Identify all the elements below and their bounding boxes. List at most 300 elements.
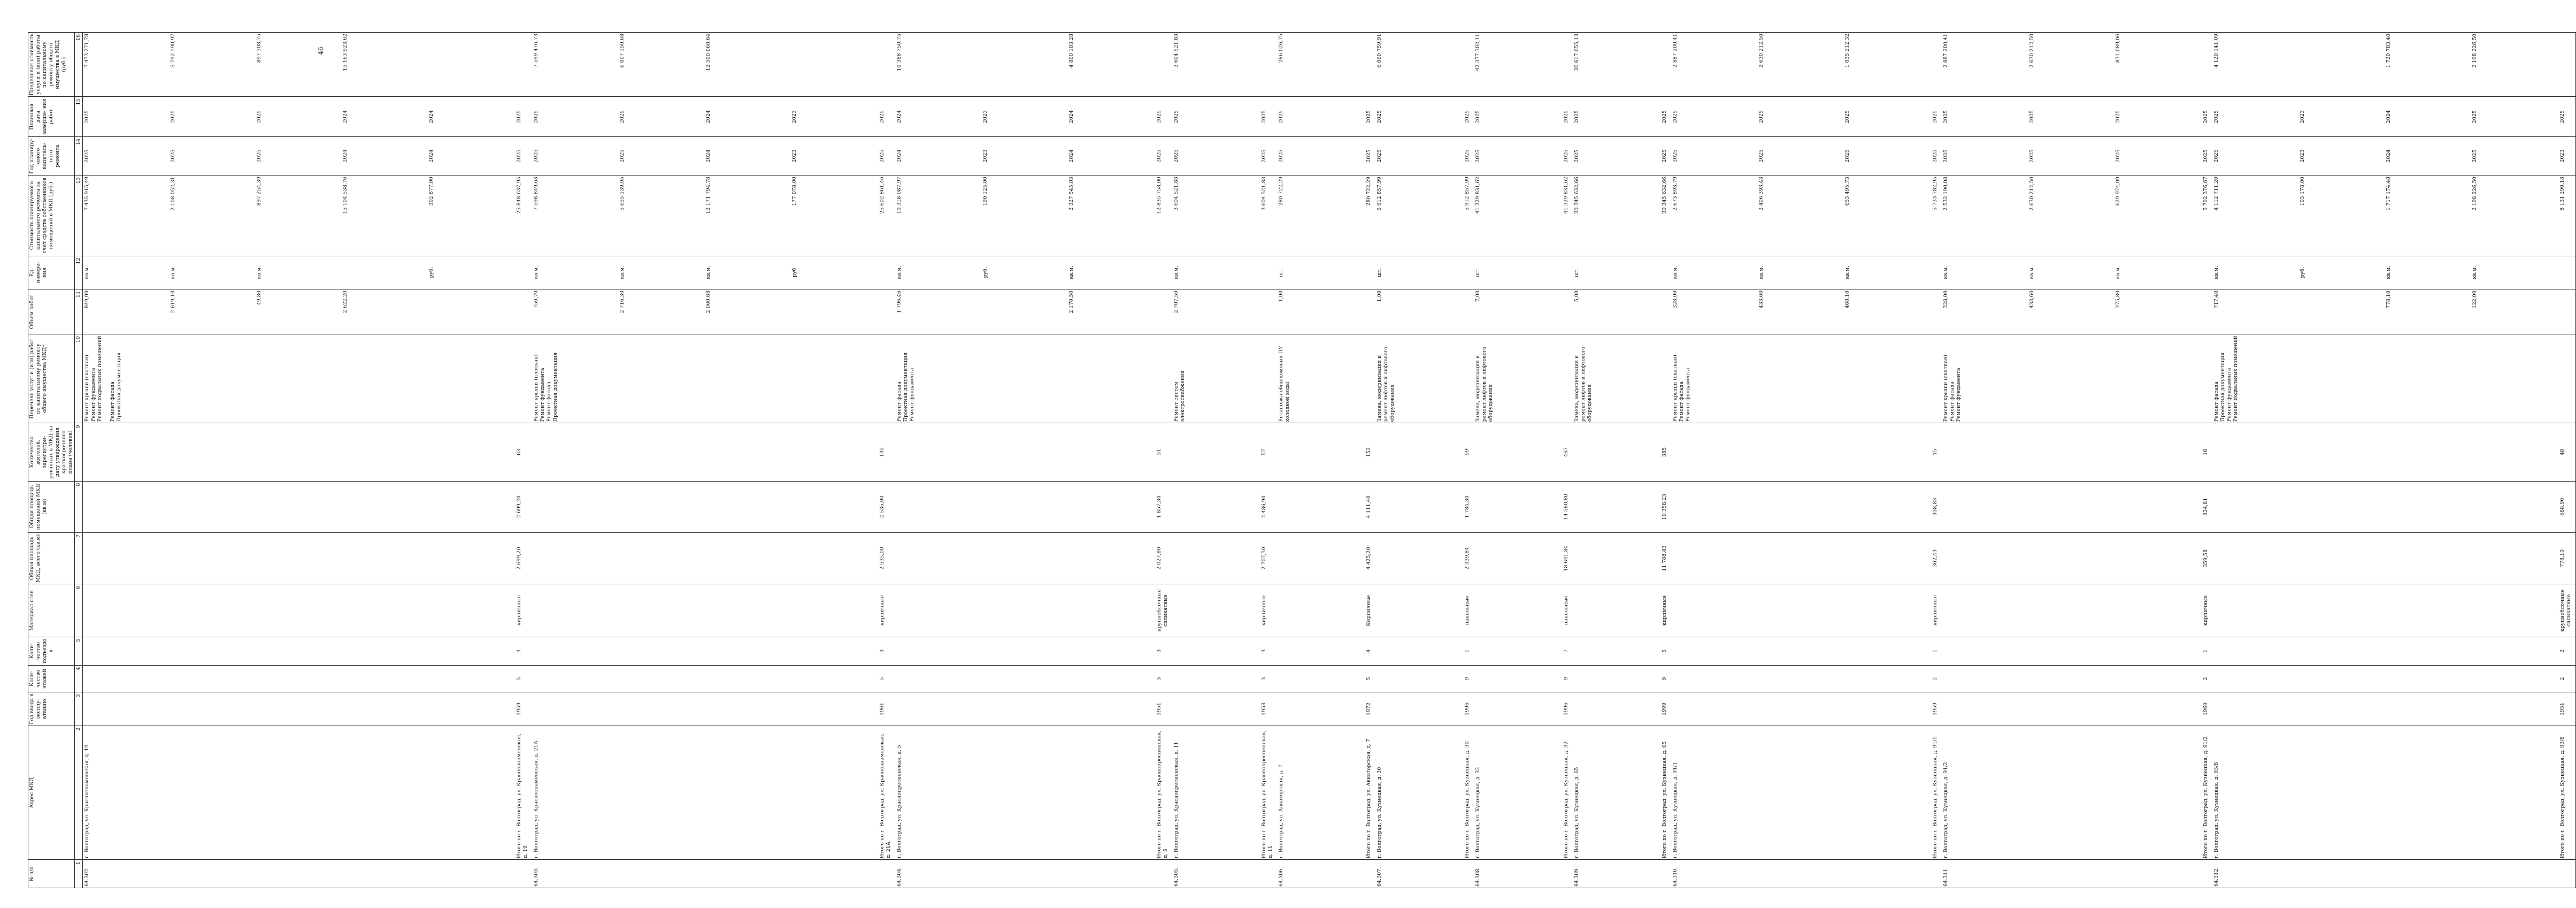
wall-material-cell: панельные: [1463, 584, 1474, 637]
cell-line: 25 602 861,46: [879, 177, 886, 214]
cell-line: 717,40: [2213, 291, 2219, 309]
cell-line: 2025: [170, 110, 176, 124]
column-number-cell: 11: [75, 289, 83, 334]
repair-cost-cell: [1474, 176, 1561, 256]
cost-limit-cell: [2201, 33, 2212, 97]
wall-material-cell: кирпичные: [1931, 584, 1942, 637]
cell-line: 2025: [84, 149, 90, 163]
year-built-cell: 1959: [514, 692, 532, 726]
unit-cell: [1463, 256, 1474, 289]
unit-cell: [532, 256, 878, 289]
work-volume-cell: [2212, 289, 2558, 334]
repair-cost-cell: [2201, 176, 2212, 256]
cell-line: 2025: [1563, 149, 1569, 163]
cell-line: 2025: [516, 110, 522, 124]
floors-cell: [1573, 665, 1660, 692]
entrances-cell: [532, 637, 878, 665]
residents-cell: [1573, 423, 1660, 481]
cost-limit-cell: [514, 33, 532, 97]
cell-line: Ремонт фасада: [110, 381, 116, 422]
header-cell: Адрес МКД: [28, 726, 75, 859]
row-number-cell: [2558, 860, 2576, 888]
cell-line: 2024: [1068, 110, 1075, 124]
premises-area-cell: 2 535,00: [878, 481, 895, 532]
work-volume-cell: [2558, 289, 2576, 334]
cell-line: [428, 291, 514, 333]
cell-line: 2025: [2213, 110, 2219, 124]
cell-line: Ремонт фундамента: [1955, 368, 1962, 422]
work-list-cell: [2212, 334, 2558, 423]
residents-cell: 15: [1931, 423, 1942, 481]
floors-cell: 9: [1463, 665, 1474, 692]
residents-cell: 48: [2558, 423, 2576, 481]
header-cell: Перечень услуг и (или) работ по капитальному ремонту общего имущества МКД*: [28, 334, 75, 423]
total-area-cell: [1474, 532, 1561, 584]
entrances-cell: 3: [1155, 637, 1172, 665]
cell-line: 12 171 794,78: [705, 177, 712, 214]
item-row: [83, 33, 515, 888]
year-built-cell: 1951: [2558, 692, 2576, 726]
cell-line: 2025: [1173, 149, 1180, 163]
cell-line: 2024: [705, 110, 712, 124]
cell-line: Ремонт крыши (скатная): [84, 355, 90, 422]
planned-year-cell: [1573, 136, 1660, 175]
total-area-cell: [1375, 532, 1463, 584]
cell-line: 2 198 226,50: [2471, 177, 2478, 211]
total-area-cell: 2 707,50: [1259, 532, 1277, 584]
entrances-cell: [1942, 637, 2201, 665]
premises-area-cell: 2 486,90: [1259, 481, 1277, 532]
repair-plan-table: [28, 32, 2576, 888]
cost-limit-cell: [1172, 33, 1259, 97]
cell-line: 2025: [1366, 149, 1372, 163]
cell-line: 2024: [2385, 110, 2392, 124]
cell-line: 2 707,50: [1173, 291, 1180, 314]
repair-cost-cell: [532, 176, 878, 256]
cost-limit-cell: [1931, 33, 1942, 97]
work-volume-cell: [1474, 289, 1561, 334]
planned-date-cell: [1364, 97, 1375, 137]
cell-line: Ремонт фасада: [1678, 381, 1685, 422]
work-volume-cell: [2201, 289, 2212, 334]
wall-material-cell: кирпичные: [1259, 584, 1277, 637]
premises-area-cell: [1671, 481, 1931, 532]
cell-line: 1,00: [1278, 291, 1285, 302]
cell-line: 2025: [1156, 149, 1163, 163]
cell-line: 1 717 174,48: [2385, 177, 2392, 211]
row-number-cell: [2201, 860, 2212, 888]
planned-date-cell: [1671, 97, 1931, 137]
work-list-cell: [1277, 334, 1364, 423]
unit-cell: [2212, 256, 2558, 289]
planned-date-cell: [1155, 97, 1172, 137]
planned-year-cell: [1671, 136, 1931, 175]
wall-material-cell: панельные: [1562, 584, 1573, 637]
item-row: [1573, 33, 1660, 888]
residents-cell: [1375, 423, 1463, 481]
work-volume-cell: [1931, 289, 1942, 334]
cell-line: шт.: [1278, 268, 1285, 277]
premises-area-cell: [895, 481, 1155, 532]
unit-cell: [1172, 256, 1259, 289]
cell-line: 2025: [1278, 149, 1285, 163]
address-cell: Итого по г. Волгоград, ул. Кузнецкая, д. 93/8: [2558, 726, 2576, 859]
total-area-cell: [1942, 532, 2201, 584]
cell-line: 30 345 632,66: [1573, 177, 1580, 214]
cell-line: руб: [791, 268, 798, 278]
planned-year-cell: [1277, 136, 1364, 175]
cell-line: 2024: [896, 110, 903, 124]
wall-material-cell: кирпичные: [2201, 584, 2212, 637]
cost-limit-cell: [1463, 33, 1474, 97]
cell-line: 280 722,29: [1278, 177, 1285, 206]
cell-line: Ремонт крыши (скатная): [1672, 355, 1678, 422]
year-built-cell: 1996: [1562, 692, 1573, 726]
cell-line: 2023: [2299, 149, 2305, 163]
cell-line: 2025: [2028, 110, 2035, 124]
year-built-cell: [532, 692, 878, 726]
work-list-cell: [1942, 334, 2201, 423]
premises-area-cell: 1 857,30: [1155, 481, 1172, 532]
floors-cell: 2: [2201, 665, 2212, 692]
cell-line: 2025: [1261, 149, 1267, 163]
premises-area-cell: 338,83: [1931, 481, 1942, 532]
cell-line: 7,00: [1475, 291, 1481, 302]
residents-cell: [1671, 423, 1931, 481]
cell-line: кв.м.: [1173, 265, 1180, 279]
planned-year-cell: [1463, 136, 1474, 175]
entrances-cell: 1: [1463, 637, 1474, 665]
column-number-cell: 4: [75, 665, 83, 692]
total-area-cell: [895, 532, 1155, 584]
planned-year-cell: [1474, 136, 1561, 175]
floors-cell: [2212, 665, 2558, 692]
cell-line: кв.м.: [2028, 265, 2035, 279]
unit-cell: [2558, 256, 2576, 289]
cell-line: Ремонт крыши (скатная): [1942, 355, 1949, 422]
cell-line: 2023: [982, 149, 989, 163]
planned-year-cell: [1172, 136, 1259, 175]
cost-limit-cell: [878, 33, 895, 97]
work-list-cell: [1155, 334, 1172, 423]
cell-line: 6 007 150,68: [619, 34, 626, 68]
cell-line: 750,70: [533, 291, 540, 309]
address-cell: г. Волгоград, ул. Кузнецкая, д. 32: [1474, 726, 1561, 859]
subtotal-row: [1562, 33, 1573, 888]
total-area-cell: [1573, 532, 1660, 584]
repair-cost-cell: [1463, 176, 1474, 256]
cell-line: 41 329 831,62: [1563, 177, 1569, 214]
entrances-cell: 4: [514, 637, 532, 665]
cell-line: 2024: [2385, 149, 2392, 163]
cost-limit-cell: [532, 33, 878, 97]
work-volume-cell: [1375, 289, 1463, 334]
cell-line: 2 630 212,50: [2028, 177, 2035, 211]
cell-line: 2024: [705, 149, 712, 163]
cell-line: 2 673 893,79: [1672, 177, 1678, 211]
cell-line: 5,00: [1573, 291, 1580, 302]
item-row: [1671, 33, 1931, 888]
cell-line: 190 125,00: [982, 177, 989, 206]
total-area-cell: 359,58: [2201, 532, 2212, 584]
cell-line: 2025: [1464, 149, 1471, 163]
planned-year-cell: [1259, 136, 1277, 175]
unit-cell: [1942, 256, 2201, 289]
repair-cost-cell: [514, 176, 532, 256]
cell-line: 2025: [2471, 110, 2478, 124]
entrances-cell: [1474, 637, 1561, 665]
header-cell: Год ввода в эксплу- атацию: [28, 692, 75, 726]
work-volume-cell: [83, 289, 515, 334]
cell-line: 2025: [1278, 110, 1285, 124]
premises-area-cell: [532, 481, 878, 532]
total-area-cell: 4 425,20: [1364, 532, 1375, 584]
row-number-cell: [1562, 860, 1573, 888]
cell-line: 4 800 103,28: [1068, 34, 1075, 68]
entrances-cell: [1172, 637, 1259, 665]
item-row: [1474, 33, 1561, 888]
floors-cell: 3: [1155, 665, 1172, 692]
residents-cell: [1277, 423, 1364, 481]
cell-line: 2 887 200,41: [1672, 34, 1678, 68]
cell-line: 2 170,50: [1068, 291, 1075, 314]
work-list-cell: [1931, 334, 1942, 423]
repair-cost-cell: [1364, 176, 1375, 256]
cell-line: 122,00: [2471, 291, 2478, 309]
premises-area-cell: 334,81: [2201, 481, 2212, 532]
cell-line: 2025: [619, 110, 626, 124]
floors-cell: 2: [1931, 665, 1942, 692]
wall-material-cell: [1942, 584, 2201, 637]
cell-line: 7 435 915,49: [84, 177, 90, 211]
residents-cell: 135: [878, 423, 895, 481]
cell-line: Замена, модернизация и ремонт лифтов и лифтового оборудования: [1475, 346, 1494, 422]
address-cell: Итого по г. Волгоград, ул. Краснопресненская, д. 5: [1155, 726, 1172, 859]
subtotal-row: [1155, 33, 1172, 888]
cost-limit-cell: [2558, 33, 2576, 97]
row-number-cell: [1155, 860, 1172, 888]
unit-cell: [1474, 256, 1561, 289]
cell-line: 2025: [1672, 149, 1678, 163]
planned-year-cell: [1364, 136, 1375, 175]
residents-cell: 57: [1259, 423, 1277, 481]
address-cell: г. Волгоград, ул. Авиаторская, д. 7: [1277, 726, 1364, 859]
header-cell: № п/п: [28, 860, 75, 888]
floors-cell: 2: [2558, 665, 2576, 692]
cell-line: Замена, модернизация и ремонт лифтов и лифтового оборудования: [1573, 346, 1593, 422]
cell-line: 2023: [791, 110, 798, 124]
cell-line: [791, 291, 878, 333]
cell-line: 2025: [879, 149, 886, 163]
cell-line: 12 835 758,00: [1156, 177, 1163, 214]
floors-cell: 9: [1660, 665, 1671, 692]
cell-line: 2025: [879, 110, 886, 124]
cell-line: 2025: [84, 110, 90, 124]
cell-line: Ремонт фасада: [546, 381, 552, 422]
cell-line: 433,60: [2028, 291, 2035, 309]
cell-line: 4 112 711,20: [2213, 177, 2219, 211]
cell-line: 2025: [2114, 110, 2121, 124]
row-number-cell: 64.303.: [532, 860, 878, 888]
repair-cost-cell: [1573, 176, 1660, 256]
wall-material-cell: крупноблочные силикатные: [2558, 584, 2576, 637]
repair-cost-cell: [1942, 176, 2201, 256]
cell-line: 1,00: [1377, 291, 1383, 302]
subtotal-row: [514, 33, 532, 888]
row-number-cell: 64.306.: [1277, 860, 1364, 888]
total-area-cell: 362,43: [1931, 532, 1942, 584]
cell-line: 2025: [1377, 110, 1383, 124]
cell-line: 468,10: [1844, 291, 1850, 309]
header-cell: Количество жителей, зарегистри- рованных в МКД на дату утверждения краткосрочного плана (человек): [28, 423, 75, 481]
work-volume-cell: [1259, 289, 1277, 334]
total-area-cell: [1172, 532, 1259, 584]
cost-limit-cell: [1474, 33, 1561, 97]
header-cell: Коли- чество этажей: [28, 665, 75, 692]
cell-line: 897 308,75: [256, 34, 263, 63]
cell-line: 30 345 632,66: [1661, 177, 1667, 214]
cell-line: 2025: [1672, 110, 1678, 124]
cell-line: 1 796,46: [896, 291, 903, 314]
floors-cell: [1277, 665, 1364, 692]
cell-line: кв.м.: [2471, 265, 2478, 279]
year-built-cell: [1172, 692, 1259, 726]
floors-cell: [1474, 665, 1561, 692]
subtotal-row: [1364, 33, 1375, 888]
year-built-cell: [895, 692, 1155, 726]
cell-line: руб.: [982, 267, 989, 278]
cell-line: 328,00: [1942, 291, 1949, 309]
unit-cell: [1155, 256, 1172, 289]
cell-line: 6 060 759,91: [1377, 34, 1383, 68]
cell-line: 653 495,73: [1844, 177, 1850, 206]
cell-line: 2024: [428, 110, 435, 124]
unit-cell: [83, 256, 515, 289]
row-number-cell: [1259, 860, 1277, 888]
subtotal-row: [2558, 33, 2576, 888]
year-built-cell: [1671, 692, 1931, 726]
row-number-cell: [1931, 860, 1942, 888]
address-cell: Итого по г. Волгоград, ул. Кузнецкая, д. 91/1: [1931, 726, 1942, 859]
premises-area-cell: [1942, 481, 2201, 532]
subtotal-row: [2201, 33, 2212, 888]
cell-line: Ремонт подвальных помещений: [2232, 335, 2239, 422]
cell-line: Ремонт фундамента: [909, 368, 916, 422]
address-cell: Итого по г. Волгоград, ул. Кузнецкая, д. 32: [1562, 726, 1573, 859]
cell-line: кв.м.: [896, 265, 903, 279]
cell-line: 2025: [1932, 110, 1938, 124]
year-built-cell: [1942, 692, 2201, 726]
column-number-cell: 12: [75, 256, 83, 289]
wall-material-cell: [2212, 584, 2558, 637]
cell-line: 2025: [619, 149, 626, 163]
cell-line: 2025: [1464, 110, 1471, 124]
address-cell: г. Волгоград, ул. Краснознаменская, д. 21А: [532, 726, 878, 859]
entrances-cell: 7: [1562, 637, 1573, 665]
address-cell: г. Волгоград, ул. Кузнецкая, д. 93/8: [2212, 726, 2558, 859]
cell-line: 10 388 750,75: [896, 34, 903, 71]
cost-limit-cell: [1573, 33, 1660, 97]
cell-line: 2 532 190,08: [1942, 177, 1949, 211]
cell-line: кв.м.: [256, 265, 263, 279]
cell-line: 2 406 393,43: [1758, 177, 1764, 211]
entrances-cell: [83, 637, 515, 665]
year-built-cell: [1474, 692, 1561, 726]
year-built-cell: 1951: [1155, 692, 1172, 726]
planned-date-cell: [532, 97, 878, 137]
planned-date-cell: [2212, 97, 2558, 137]
planned-date-cell: [1375, 97, 1463, 137]
unit-cell: [1573, 256, 1660, 289]
cell-line: 2024: [342, 110, 349, 124]
repair-cost-cell: [1660, 176, 1671, 256]
floors-cell: 9: [1562, 665, 1573, 692]
cell-line: [2300, 291, 2386, 333]
repair-cost-cell: [2212, 176, 2558, 256]
address-cell: г. Волгоград, ул. Краснопресненская, д. 11: [1172, 726, 1259, 859]
subtotal-row: [1931, 33, 1942, 888]
column-number-cell: 10: [75, 334, 83, 423]
planned-date-cell: [878, 97, 895, 137]
work-volume-cell: [878, 289, 895, 334]
cost-limit-cell: [1562, 33, 1573, 97]
residents-cell: 63: [514, 423, 532, 481]
cell-line: Проектная документация: [903, 352, 909, 422]
repair-cost-cell: [1259, 176, 1277, 256]
cell-line: 1 035 212,32: [1844, 34, 1850, 68]
header-cell: Год планиру- емого капиталь- ного ремонта: [28, 136, 75, 175]
planned-year-cell: [1660, 136, 1671, 175]
planned-date-cell: [1931, 97, 1942, 137]
cell-line: 5 792 376,67: [2202, 177, 2209, 211]
cell-line: 10 318 087,97: [896, 177, 903, 214]
cell-line: Установка общедомовых ПУ холодной воды: [1278, 346, 1291, 422]
planned-year-cell: [514, 136, 532, 175]
planned-date-cell: [895, 97, 1155, 137]
column-number-cell: 9: [75, 423, 83, 481]
cell-line: 7 473 271,78: [84, 34, 90, 68]
floors-cell: 3: [1259, 665, 1277, 692]
planned-date-cell: [2201, 97, 2212, 137]
work-list-cell: [1172, 334, 1259, 423]
row-number-cell: [878, 860, 895, 888]
item-row: [1172, 33, 1259, 888]
work-volume-cell: [532, 289, 878, 334]
cost-limit-cell: [1259, 33, 1277, 97]
total-area-cell: 2 339,84: [1463, 532, 1474, 584]
cell-line: 2025: [1932, 149, 1938, 163]
work-list-cell: [1671, 334, 1931, 423]
entrances-cell: [895, 637, 1155, 665]
address-cell: г. Волгоград, ул. Краснопресненская, д. 5: [895, 726, 1155, 859]
cell-line: кв.м.: [1672, 265, 1678, 279]
cell-line: 2 622,20: [342, 291, 349, 314]
work-volume-cell: [1172, 289, 1259, 334]
entrances-cell: [1671, 637, 1931, 665]
cost-limit-cell: [1375, 33, 1463, 97]
residents-cell: [532, 423, 878, 481]
cell-line: 15 163 923,62: [342, 34, 349, 71]
cell-line: шт.: [1475, 268, 1481, 277]
cell-line: 2025: [533, 110, 540, 124]
planned-year-cell: [1931, 136, 1942, 175]
repair-cost-cell: [878, 176, 895, 256]
cell-line: 2025: [1844, 110, 1850, 124]
cell-line: 103 178,00: [2299, 177, 2305, 206]
column-number-cell: 3: [75, 692, 83, 726]
entrances-cell: [1573, 637, 1660, 665]
total-area-cell: [1277, 532, 1364, 584]
